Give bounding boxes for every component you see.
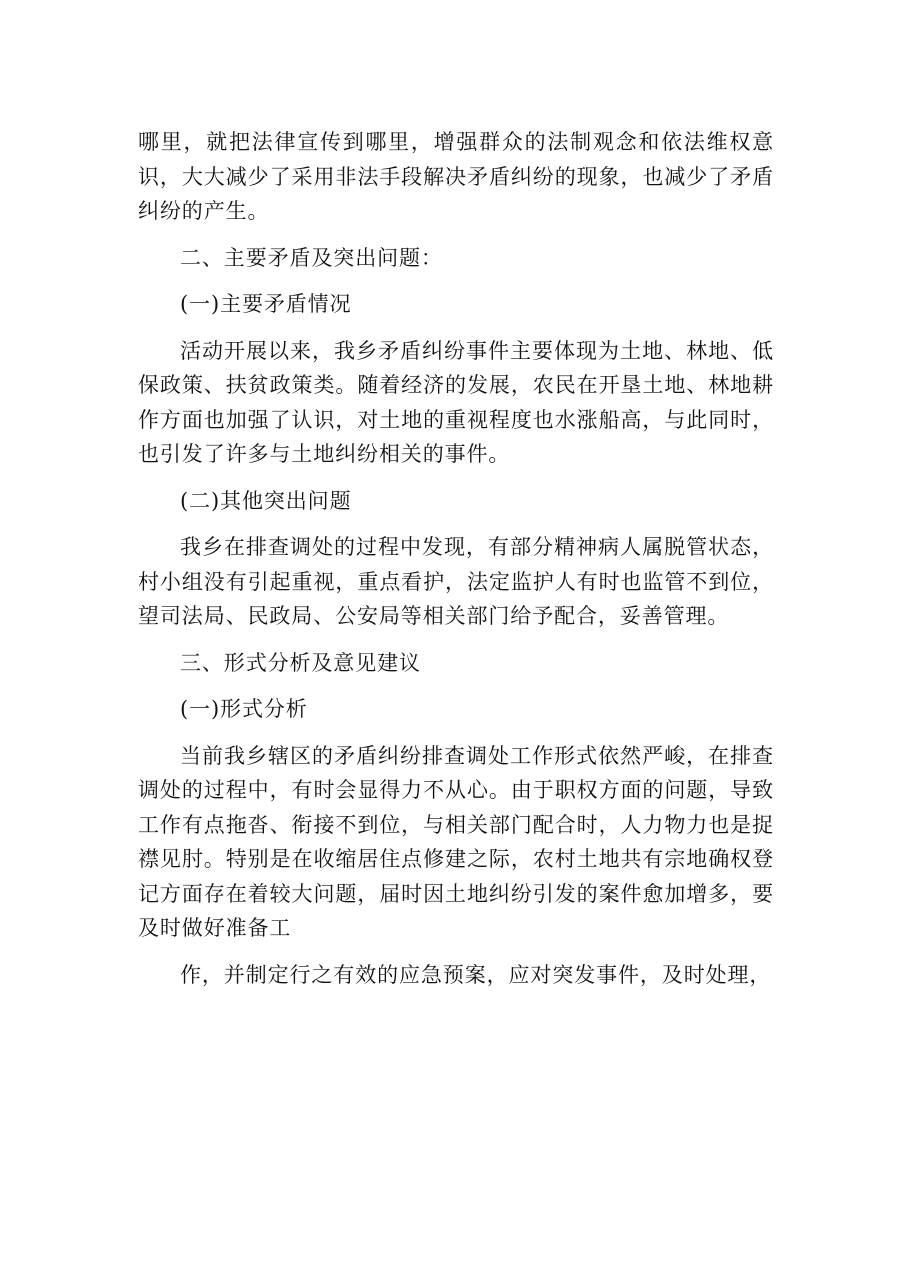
paragraph-situation-analysis: 当前我乡辖区的矛盾纠纷排查调处工作形式依然严峻，在排查调处的过程中，有时会显得力不从心。由于职权方面的问题，导致工作有点拖沓、衔接不到位，与相关部门配合时，人力物力也是捉襟见肘。特别是在收缩居住点修建之际，农村土地共有宗地确权登记方面存在着较大问题，届时因土地纠纷引发的案件愈加增多，要及时做好准备工 [138, 743, 774, 940]
section-heading-main-conflicts: 二、主要矛盾及突出问题： [180, 245, 443, 270]
subheading-main-conflicts-situation: (一)主要矛盾情况 [180, 292, 352, 316]
subheading-situation-analysis: (一)形式分析 [180, 697, 308, 721]
paragraph-main-conflicts: 活动开展以来，我乡矛盾纠纷事件主要体现为土地、林地、低保政策、扶贫政策类。随着经济的发展，农民在开垦土地、林地耕作方面也加强了认识，对土地的重视程度也水涨船高，与此同时，也引发了许多与土地纠纷相关的事件。 [138, 338, 774, 466]
paragraph-continuation: 作，并制定行之有效的应急预案，应对突发事件，及时处理， [180, 962, 772, 987]
section-heading-analysis: 三、形式分析及意见建议 [180, 650, 421, 675]
paragraph-other-issues: 我乡在排查调处的过程中发现，有部分精神病人属脱管状态，村小组没有引起重视，重点看护，法定监护人有时也监管不到位，望司法局、民政局、公安局等相关部门给予配合，妥善管理。 [138, 535, 774, 628]
subheading-other-issues: (二)其他突出问题 [180, 488, 352, 513]
paragraph-1: 哪里，就把法律宣传到哪里，增强群众的法制观念和依法维权意识，大大减少了采用非法手段解决矛盾纠纷的现象，也减少了矛盾纠纷的产生。 [138, 130, 774, 223]
document-body [138, 125, 774, 1004]
